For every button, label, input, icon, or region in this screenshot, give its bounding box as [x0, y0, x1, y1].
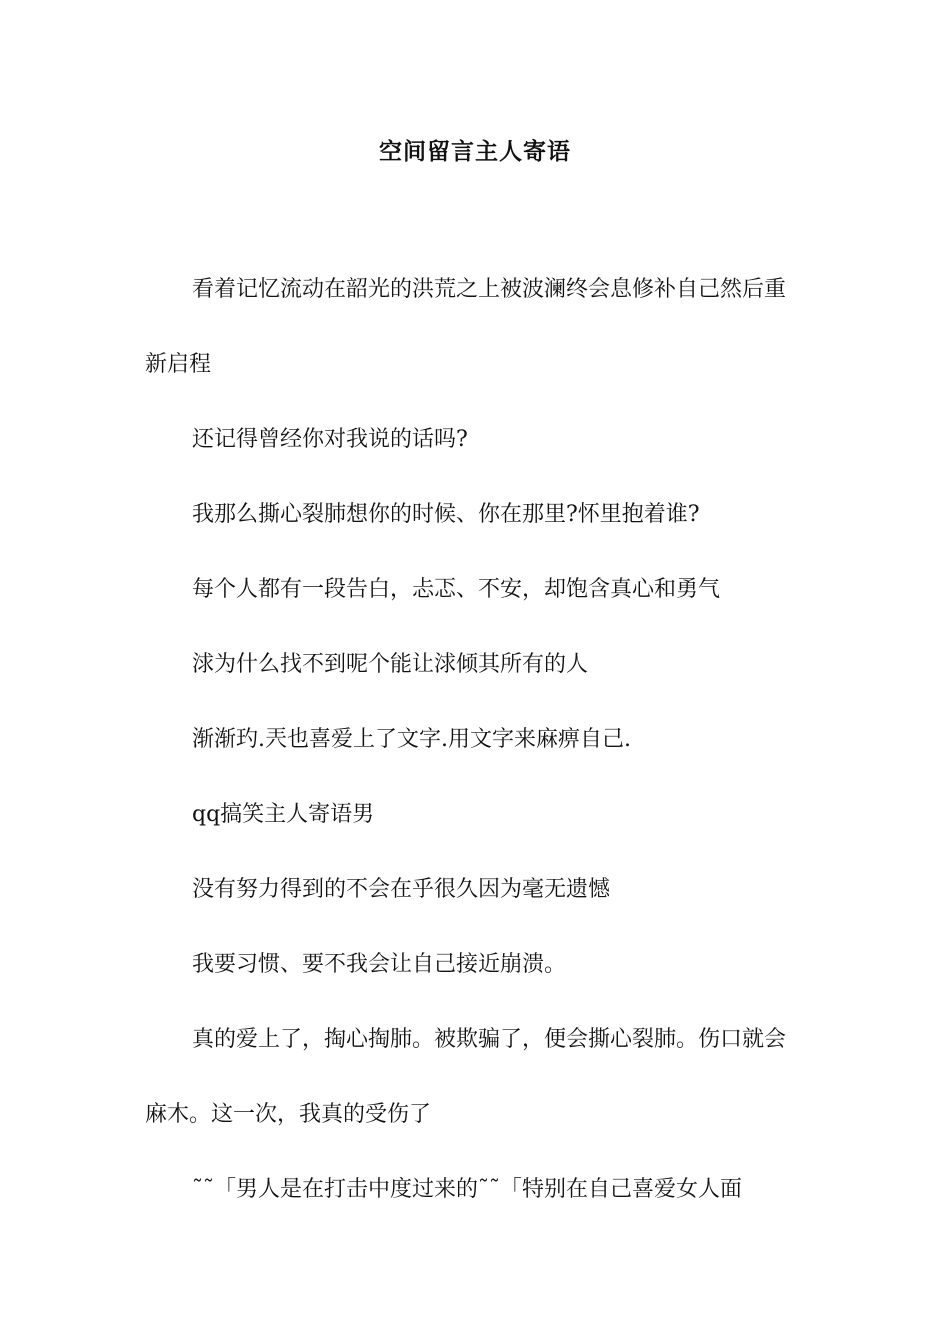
- paragraph: 没有努力得到的不会在乎很久因为毫无遗憾: [192, 877, 611, 902]
- paragraph: 渐渐玓.兲也喜爱上了文字.用文字来麻痹自己.: [192, 727, 631, 752]
- document-title: 空间留言主人寄语: [379, 138, 571, 165]
- paragraph: 还记得曾经你对我说的话吗?: [192, 427, 468, 452]
- paragraph: 浗为什么找不到呢个能让浗倾其所有的人: [192, 652, 589, 677]
- paragraph: 我要习惯、要不我会让自己接近崩溃。: [192, 952, 567, 977]
- paragraph: 看着记忆流动在韶光的洪荒之上被波澜终会息修补自己然后重新启程: [145, 277, 787, 377]
- paragraph: 我那么撕心裂肺想你的时候、你在那里?怀里抱着谁?: [192, 502, 700, 527]
- paragraph: qq搞笑主人寄语男: [192, 802, 375, 827]
- document-body: [145, 252, 807, 1227]
- paragraph: ˜˜「男人是在打击中度过来的˜˜「特别在自己喜爱女人面: [192, 1177, 743, 1202]
- paragraph: 每个人都有一段告白，忐忑、不安，却饱含真心和勇气: [192, 577, 721, 602]
- paragraph: 真的爱上了，掏心掏肺。被欺骗了，便会撕心裂肺。伤口就会麻木。这一次，我真的受伤了: [145, 1027, 787, 1127]
